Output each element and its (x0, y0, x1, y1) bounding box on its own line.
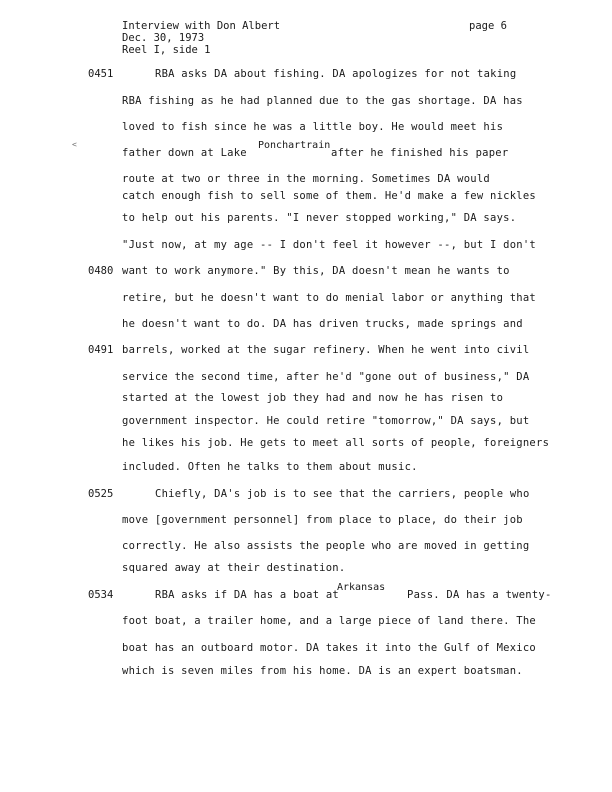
timecode: 0491 (88, 344, 114, 356)
text-line: which is seven miles from his home. DA is an expert boatsman. (122, 665, 523, 677)
text-line: catch enough fish to sell some of them. He'd make a few nickles (122, 190, 537, 202)
timecode: 0480 (88, 265, 114, 277)
text-line: father down at Lake (122, 147, 247, 159)
text-line: barrels, worked at the sugar refinery. When he went into civil (122, 344, 530, 356)
text-line: Chiefly, DA's job is to see that the carriers, people who (155, 488, 530, 500)
text-line: RBA fishing as he had planned due to the gas shortage. DA has (122, 95, 523, 107)
text-line: he doesn't want to do. DA has driven trucks, made springs and (122, 318, 523, 330)
text-line: route at two or three in the morning. Sometimes DA would (122, 173, 491, 185)
text-line: foot boat, a trailer home, and a large piece of land there. The (122, 615, 537, 627)
text-line: loved to fish since he was a little boy. He would meet his (122, 121, 504, 133)
timecode: 0451 (88, 68, 114, 80)
header-title: Interview with Don Albert (122, 20, 281, 32)
text-line: correctly. He also assists the people who are moved in getting (122, 540, 530, 552)
text-line: retire, but he doesn't want to do menial labor or anything that (122, 292, 537, 304)
text-line: move [government personnel] from place to place, do their job (122, 514, 523, 526)
text-line: to help out his parents. "I never stopped working," DA says. (122, 212, 517, 224)
text-line: want to work anymore." By this, DA doesn't mean he wants to (122, 265, 510, 277)
inserted-word: Ponchartrain (258, 140, 331, 151)
text-line: included. Often he talks to them about music. (122, 461, 418, 473)
text-line: RBA asks DA about fishing. DA apologizes for not taking (155, 68, 517, 80)
text-line: started at the lowest job they had and now he has risen to (122, 392, 504, 404)
margin-mark: < (72, 140, 77, 149)
timecode: 0534 (88, 589, 114, 601)
text-line: government inspector. He could retire "tomorrow," DA says, but (122, 415, 530, 427)
text-line: he likes his job. He gets to meet all sorts of people, foreigners (122, 437, 550, 449)
text-line: service the second time, after he'd "gone out of business," DA (122, 371, 530, 383)
header-reel: Reel I, side 1 (122, 44, 211, 56)
text-line: Pass. DA has a twenty- (407, 589, 552, 601)
header-date: Dec. 30, 1973 (122, 32, 205, 44)
text-line: "Just now, at my age -- I don't feel it however --, but I don't (122, 239, 537, 251)
text-line: squared away at their destination. (122, 562, 346, 574)
text-line: boat has an outboard motor. DA takes it into the Gulf of Mexico (122, 642, 537, 654)
page-number: page 6 (469, 20, 507, 32)
text-line: RBA asks if DA has a boat at (155, 589, 340, 601)
text-line: after he finished his paper (331, 147, 509, 159)
timecode: 0525 (88, 488, 114, 500)
inserted-word: Arkansas (337, 582, 386, 593)
